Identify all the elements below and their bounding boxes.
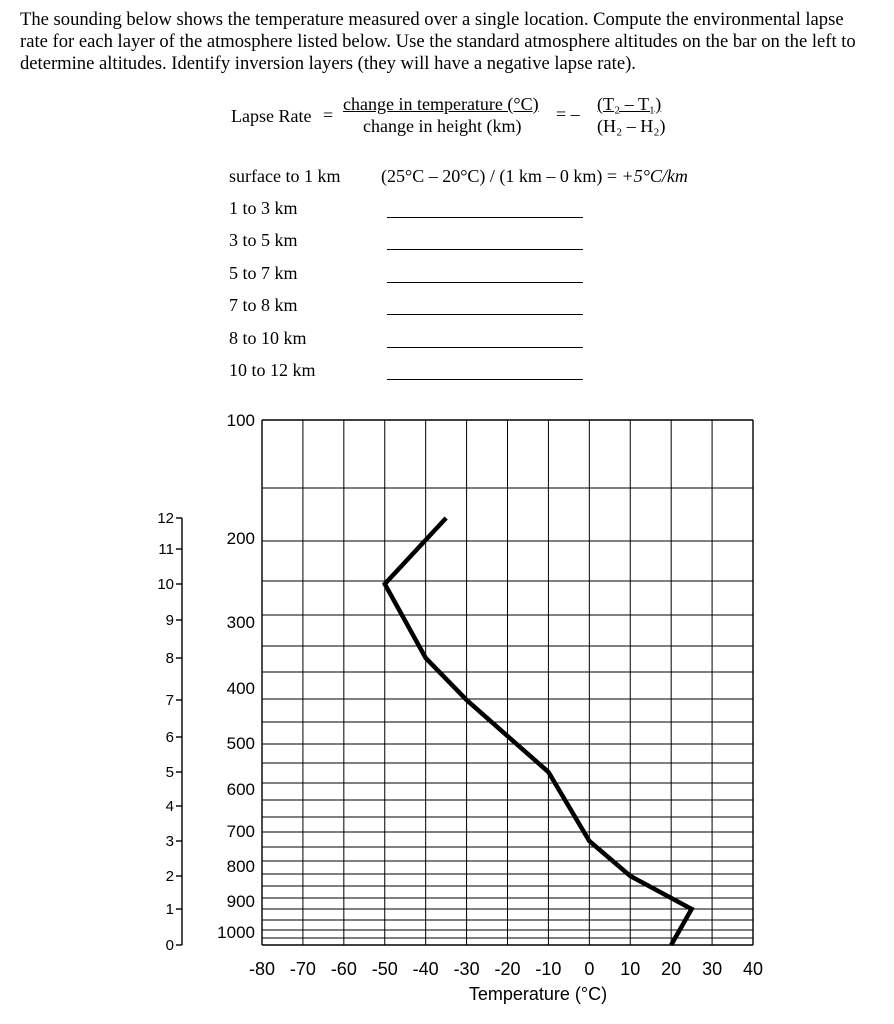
x-tick-label: -60 — [330, 959, 357, 979]
x-tick-label: 30 — [702, 959, 723, 979]
x-tick-label: 0 — [584, 959, 595, 979]
x-axis-label: Temperature (°C) — [468, 984, 608, 1004]
altitude-tick-label: 0 — [165, 937, 174, 954]
lapse-rate-formula — [0, 92, 894, 142]
answer-blank[interactable] — [387, 217, 583, 218]
sounding-series — [385, 518, 692, 945]
formula-denominator: change in height (km) — [363, 116, 522, 136]
instructions-paragraph: The sounding below shows the temperature measured over a single location. Compute the environmental lapse rate for each layer of the atmosphere listed below. Use the standard atmosphere altitudes on the bar on the left to determine altitudes. Identify inversion layers (they will have a negative lapse rate). — [20, 9, 856, 74]
pressure-label: 900 — [226, 892, 255, 911]
answer-blank[interactable] — [387, 347, 583, 348]
x-tick-label: -10 — [535, 959, 562, 979]
worked-example-result: +5°C/km — [621, 166, 688, 186]
chart-grid — [262, 420, 753, 945]
altitude-tick-label: 10 — [157, 576, 174, 593]
altitude-tick-label: 4 — [165, 798, 174, 815]
x-tick-label: -40 — [412, 959, 439, 979]
sounding-chart — [0, 400, 894, 1024]
formula-equals: = — [323, 105, 334, 125]
x-tick-labels — [249, 959, 763, 979]
altitude-tick-label: 6 — [165, 729, 174, 746]
layer-range: 1 to 3 km — [229, 198, 298, 218]
layer-range: surface to 1 km — [229, 166, 341, 186]
altitude-tick-label: 3 — [165, 833, 174, 850]
x-tick-label: -20 — [494, 959, 521, 979]
altitude-tick-label: 2 — [165, 868, 174, 885]
answer-blank[interactable] — [387, 314, 583, 315]
pressure-label: 800 — [226, 857, 255, 876]
pressure-labels — [217, 411, 255, 942]
layer-range: 10 to 12 km — [229, 360, 316, 380]
answer-blank[interactable] — [387, 282, 583, 283]
altitude-tick-label: 9 — [165, 612, 174, 629]
layer-range: 3 to 5 km — [229, 230, 298, 250]
x-tick-label: 20 — [661, 959, 682, 979]
pressure-label: 400 — [226, 679, 255, 698]
answer-blank[interactable] — [387, 249, 583, 250]
formula-label: Lapse Rate — [231, 106, 312, 126]
altitude-tick-label: 11 — [158, 541, 174, 558]
pressure-label: 700 — [226, 822, 255, 841]
altitude-tick-label: 7 — [165, 692, 174, 709]
formula-equals-minus: = – — [556, 104, 580, 124]
altitude-tick-label: 12 — [157, 510, 174, 527]
x-tick-label: -50 — [371, 959, 398, 979]
answer-blank[interactable] — [387, 379, 583, 380]
pressure-label: 300 — [226, 613, 255, 632]
pressure-label: 500 — [226, 734, 255, 753]
layer-range: 5 to 7 km — [229, 263, 298, 283]
altitude-tick-label: 1 — [165, 901, 174, 918]
x-tick-label: -80 — [248, 959, 276, 979]
worked-example-expression: (25°C – 20°C) / (1 km – 0 km) = — [381, 166, 622, 186]
worked-example — [381, 166, 688, 187]
formula-numerator: change in temperature (°C) — [343, 94, 539, 114]
x-tick-label: 10 — [620, 959, 641, 979]
altitude-tick-label: 8 — [165, 650, 174, 667]
x-tick-label: -70 — [289, 959, 316, 979]
altitude-axis — [157, 510, 182, 954]
layer-range: 7 to 8 km — [229, 295, 298, 315]
pressure-label: 1000 — [217, 923, 255, 942]
altitude-tick-label: 5 — [165, 764, 174, 781]
x-tick-label: 40 — [742, 959, 764, 979]
pressure-label: 600 — [226, 780, 255, 799]
formula-denominator-symbolic: (H₂ – H₂) — [597, 116, 666, 136]
layer-range: 8 to 10 km — [229, 328, 307, 348]
x-tick-label: -30 — [453, 959, 480, 979]
pressure-label: 200 — [226, 529, 255, 548]
pressure-label: 100 — [226, 411, 255, 430]
formula-numerator-symbolic: (T₂ – T₁) — [597, 94, 662, 114]
sounding-line — [385, 518, 692, 945]
